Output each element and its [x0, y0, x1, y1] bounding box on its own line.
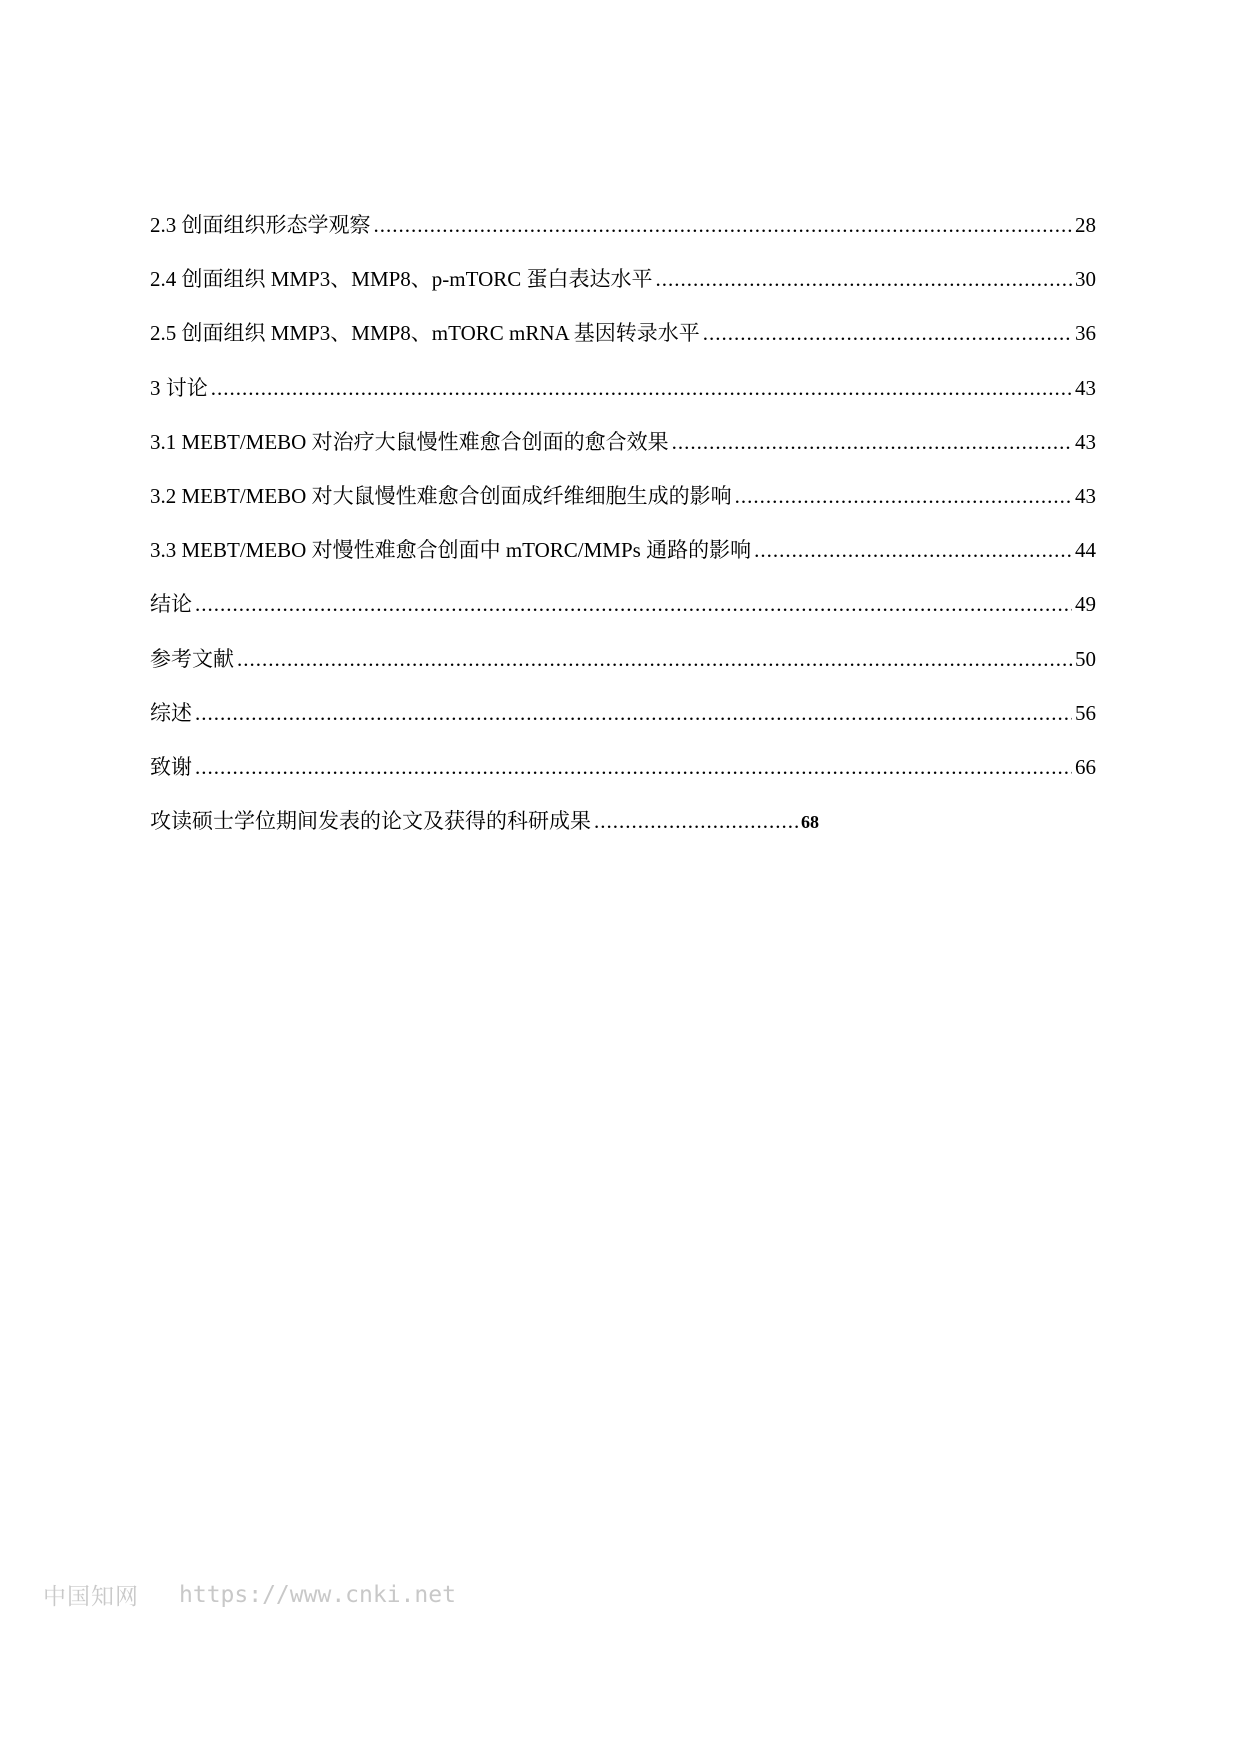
toc-entry-title: 2.4 创面组织 MMP3、MMP8、p-mTORC 蛋白表达水平	[150, 267, 653, 292]
toc-leader-dots	[703, 319, 1072, 347]
toc-entry-page: 28	[1075, 213, 1096, 237]
toc-entry-page: 50	[1075, 646, 1096, 671]
toc-leader-dots	[594, 807, 798, 835]
toc-entry-title: 攻读硕士学位期间发表的论文及获得的科研成果	[150, 809, 591, 834]
toc-entry-page: 68	[801, 812, 819, 833]
toc-entry-page: 30	[1075, 267, 1096, 292]
toc-leader-dots	[195, 753, 1072, 781]
toc-leader-dots	[237, 645, 1072, 673]
toc-entry-title: 3.2 MEBT/MEBO 对大鼠慢性难愈合创面成纤维细胞生成的影响	[150, 483, 732, 508]
toc-entry-page: 66	[1075, 754, 1096, 779]
toc-entry[interactable]	[150, 590, 1096, 644]
toc-entry-title: 3.3 MEBT/MEBO 对慢性难愈合创面中 mTORC/MMPs 通路的影响	[150, 538, 752, 563]
toc-entry[interactable]	[150, 211, 1096, 265]
toc-entry-title: 结论	[150, 592, 192, 617]
toc-entry[interactable]	[150, 699, 1096, 753]
toc-leader-dots	[195, 590, 1072, 618]
toc-entry-title: 2.3 创面组织形态学观察	[150, 213, 371, 237]
toc-entry-page: 43	[1075, 375, 1096, 400]
toc-entry-page: 43	[1075, 483, 1096, 508]
toc-entry[interactable]	[150, 753, 1096, 807]
toc-entry[interactable]	[150, 265, 1096, 319]
toc-entry[interactable]	[150, 482, 1096, 536]
toc-entry-page: 56	[1075, 700, 1096, 725]
toc-entry[interactable]	[150, 536, 1096, 590]
toc-entry-page: 44	[1075, 538, 1096, 563]
watermark-url: https://www.cnki.net	[179, 1581, 456, 1608]
toc-leader-dots	[656, 265, 1072, 293]
toc-leader-dots	[195, 699, 1072, 727]
toc-entry[interactable]	[150, 807, 1096, 861]
table-of-contents	[150, 211, 1096, 861]
toc-entry[interactable]	[150, 319, 1096, 373]
toc-entry[interactable]	[150, 428, 1096, 482]
toc-entry-title: 参考文献	[150, 646, 234, 671]
toc-entry-title: 3 讨论	[150, 375, 208, 400]
toc-entry-page: 43	[1075, 429, 1096, 454]
toc-leader-dots	[735, 482, 1072, 510]
watermark-brand: 中国知网	[43, 1584, 139, 1610]
cnki-watermark	[43, 1578, 456, 1611]
toc-leader-dots	[672, 428, 1072, 456]
toc-entry-title: 2.5 创面组织 MMP3、MMP8、mTORC mRNA 基因转录水平	[150, 321, 700, 346]
toc-entry[interactable]	[150, 645, 1096, 699]
toc-entry-page: 36	[1075, 321, 1096, 346]
toc-leader-dots	[211, 374, 1072, 402]
toc-leader-dots	[754, 536, 1072, 564]
toc-entry-title: 综述	[150, 700, 192, 725]
toc-entry[interactable]	[150, 374, 1096, 428]
toc-entry-title: 3.1 MEBT/MEBO 对治疗大鼠慢性难愈合创面的愈合效果	[150, 429, 669, 454]
toc-leader-dots	[374, 211, 1073, 239]
toc-entry-title: 致谢	[150, 754, 192, 779]
toc-entry-page: 49	[1075, 592, 1096, 617]
